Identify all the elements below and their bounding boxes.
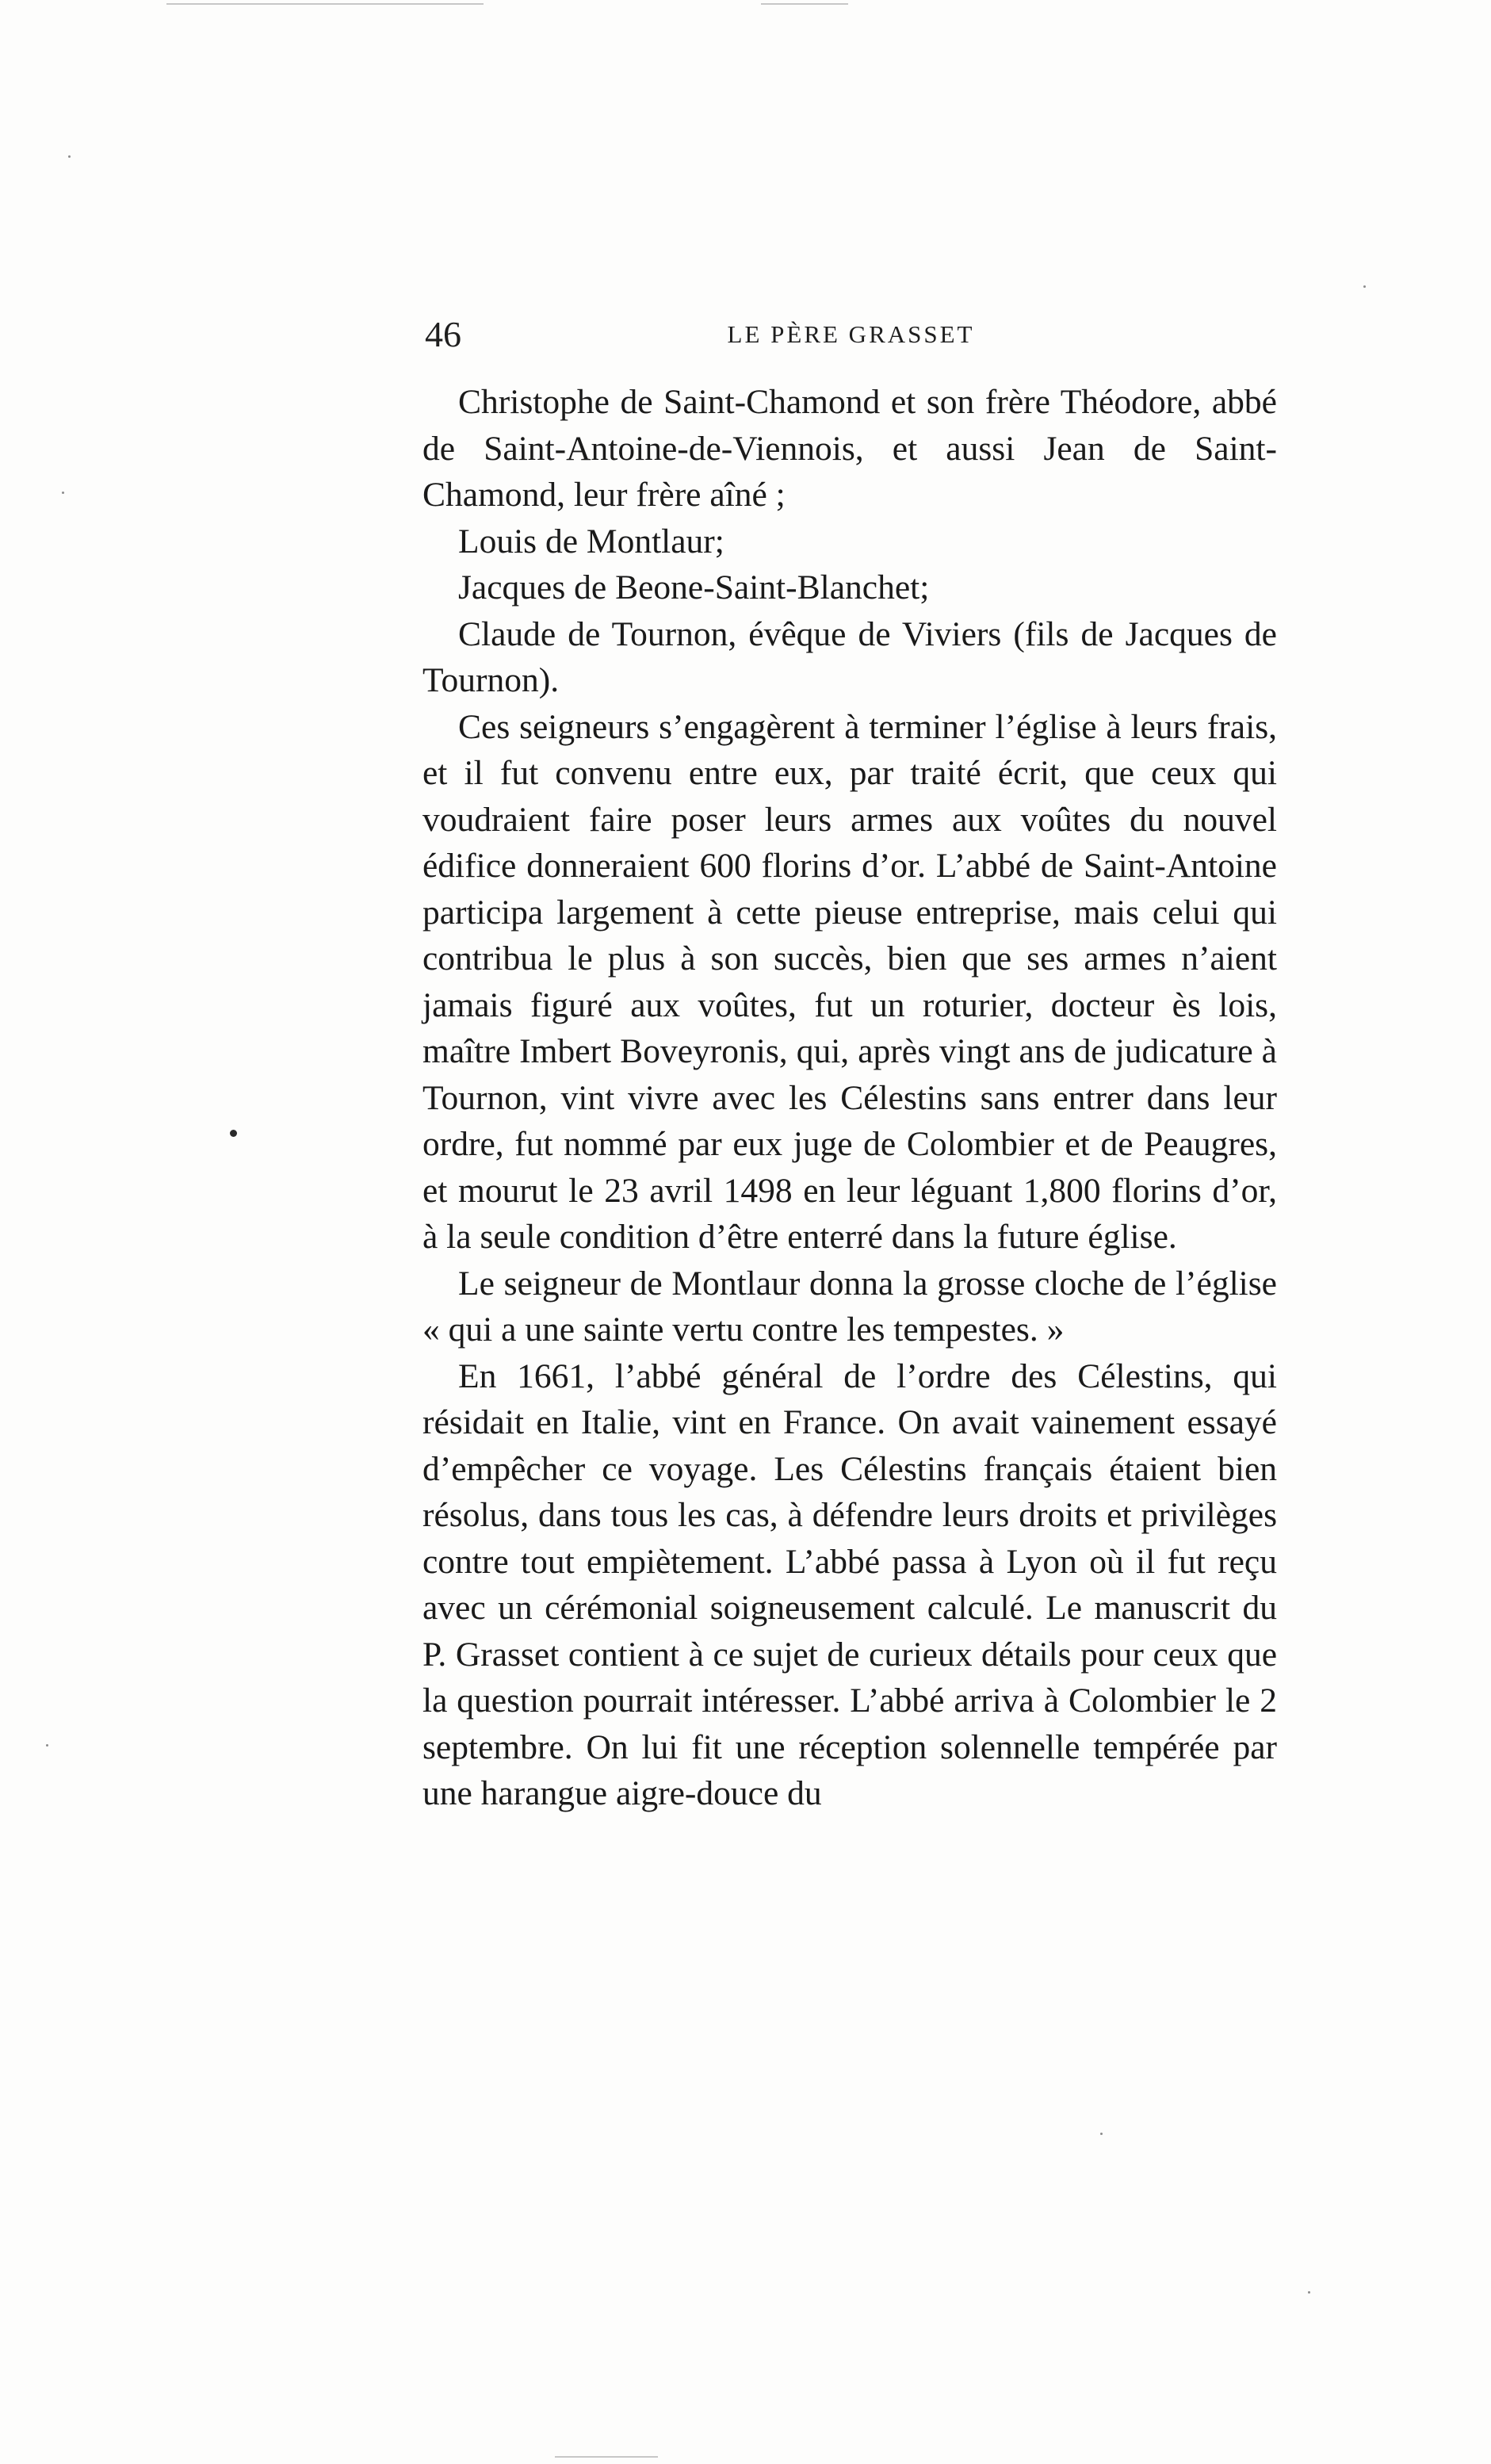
- top-edge-rule: [166, 3, 484, 5]
- paragraph: En 1661, l’abbé général de l’ordre des Célestins, qui résidait en Italie, vint en France. On avait vainement essayé d’empêcher ce voyage. Les Célestins français étaient bien résolus, dans tous les cas, à défendre leurs droits et privilèges contre tout empiètement. L’abbé passa à Lyon où il fut reçu avec un cérémonial soigneusement calculé. Le manuscrit du P. Grasset contient à ce sujet de curieux détails pour ceux que la question pourrait intéresser. L’abbé arriva à Colombier le 2 septembre. On lui fit une réception solennelle tempérée par une harangue aigre-douce du: [422, 1356, 1277, 1812]
- paragraph: Ces seigneurs s’engagèrent à terminer l’église à leurs frais, et il fut convenu entre eux, par traité écrit, que ceux qui voudraient faire poser leurs armes aux voûtes du nouvel édifice donneraient 600 florins d’or. L’abbé de Saint-Antoine participa largement à cette pieuse entreprise, mais celui qui contribua le plus à son succès, bien que ses armes n’aient jamais figuré aux voûtes, fut un roturier, docteur ès lois, maître Imbert Boveyronis, qui, après vingt ans de judicature à Tournon, vint vivre avec les Célestins sans entrer dans leur ordre, fut nommé par eux juge de Colombier et de Peaugres, et mourut le 23 avril 1498 en leur léguant 1,800 florins d’or, à la seule condition d’être enterré dans la future église.: [422, 707, 1277, 1256]
- paragraph: Christophe de Saint-Chamond et son frère Théodore, abbé de Saint-Antoine-de-Viennois, et aussi Jean de Saint-Chamond, leur frère aîné ;: [422, 383, 1277, 514]
- body-text: [422, 379, 1277, 1817]
- scan-speck: [1363, 285, 1366, 288]
- running-title: LE PÈRE GRASSET: [727, 320, 975, 348]
- scan-speck: [230, 1130, 237, 1137]
- page-number: 46: [425, 314, 461, 354]
- paragraph: Le seigneur de Montlaur donna la grosse cloche de l’église « qui a une sainte vertu contre les tempestes. »: [422, 1264, 1277, 1349]
- scan-speck: [46, 1744, 48, 1747]
- page-header: [425, 311, 1277, 358]
- paragraph: Claude de Tournon, évêque de Viviers (fils de Jacques de Tournon).: [422, 614, 1277, 699]
- scan-speck: [62, 492, 64, 494]
- scan-speck: [1100, 2133, 1103, 2135]
- top-edge-rule-right: [761, 3, 848, 5]
- scan-speck: [1308, 2291, 1310, 2294]
- bottom-edge-rule: [555, 2456, 658, 2458]
- paragraph: Jacques de Beone-Saint-Blanchet;: [458, 568, 930, 606]
- paragraph: Louis de Montlaur;: [458, 522, 724, 561]
- scan-speck: [68, 155, 71, 158]
